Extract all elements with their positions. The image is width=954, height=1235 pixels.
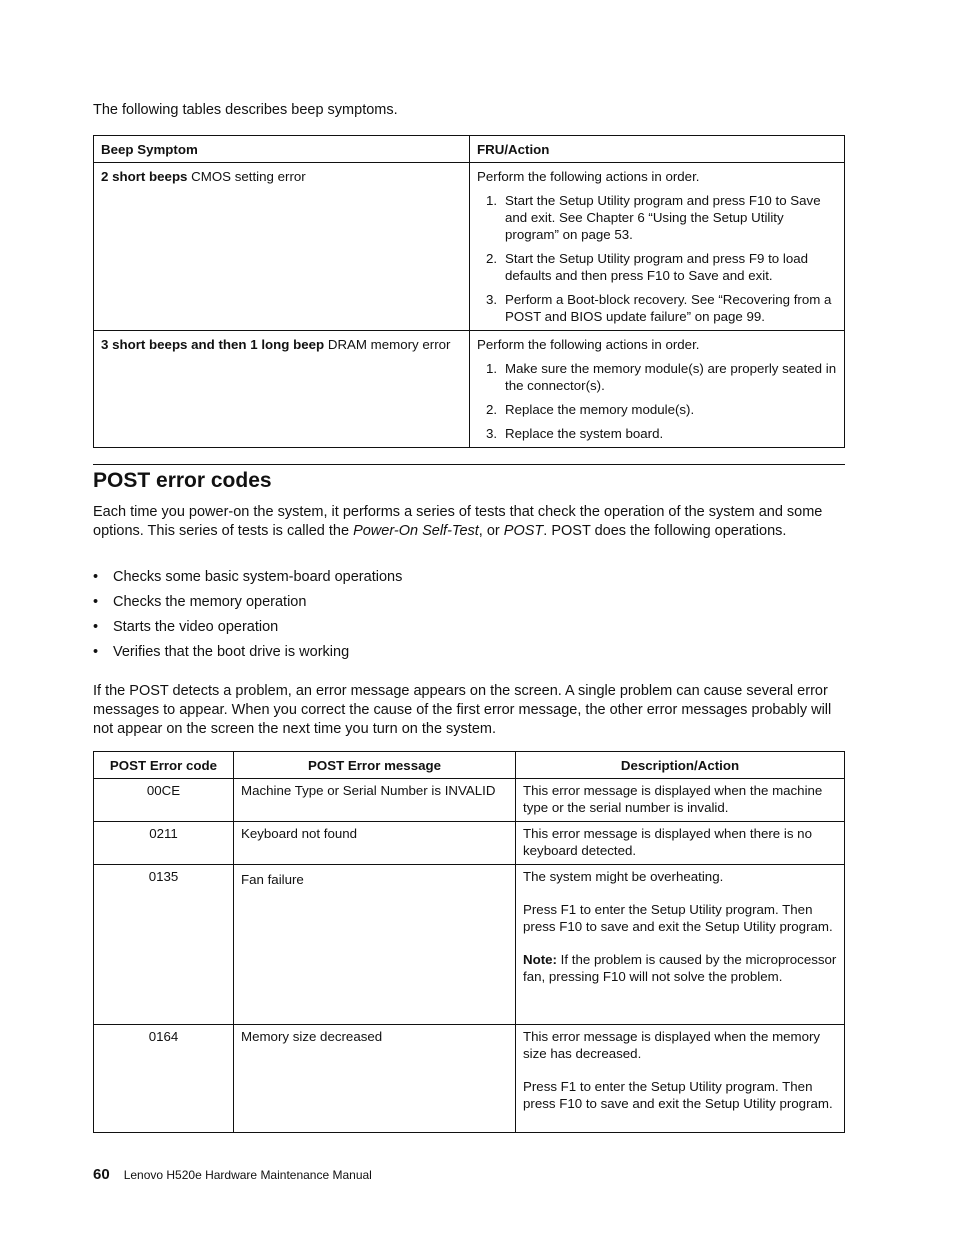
emphasis-text: POST	[503, 523, 544, 539]
list-item: 3. Perform a Boot-block recovery. See “Recovering from a POST and BIOS update failure” on page 99.	[486, 292, 832, 324]
description-text: The system might be overheating.	[523, 869, 724, 884]
step-text: Replace the memory module(s).	[505, 402, 695, 417]
note-text: If the problem is caused by the microprocessor fan, pressing F10 will not solve the problem.	[523, 952, 837, 984]
step-text: Start the Setup Utility program and press F10 to Save and exit. See Chapter 6 “Using the Setup Utility program” on page 53.	[505, 193, 821, 242]
beep-symptom-cell	[94, 331, 470, 448]
paragraph-text: . POST does the following operations.	[543, 523, 787, 539]
description-text: This error message is displayed when the machine type or the serial number is invalid.	[523, 783, 823, 815]
fru-action-cell	[470, 331, 845, 448]
column-header: POST Error message	[234, 752, 516, 779]
error-message-cell: Memory size decreased	[234, 1025, 516, 1133]
list-item	[93, 643, 402, 668]
error-message-cell: Keyboard not found	[234, 822, 516, 865]
column-header: Description/Action	[516, 752, 845, 779]
table-row	[94, 1025, 845, 1133]
action-steps	[477, 192, 837, 325]
beep-symptom-cell	[94, 163, 470, 331]
bullet-text: Starts the video operation	[113, 619, 279, 635]
list-item: 3. Replace the system board.	[486, 426, 664, 441]
table-row	[94, 163, 845, 331]
bullet-icon: •	[93, 644, 99, 660]
symptom-bold: 3 short beeps and then 1 long beep	[101, 337, 325, 352]
section-title: POST error codes	[93, 469, 272, 492]
error-message-cell	[234, 865, 516, 1025]
bullet-text: Checks some basic system-board operations	[113, 569, 403, 585]
post-error-table	[93, 751, 845, 1133]
description-cell	[516, 779, 845, 822]
description-text: This error message is displayed when the memory size has decreased.	[523, 1029, 821, 1061]
description-text: This error message is displayed when there is no keyboard detected.	[523, 826, 812, 858]
table-header-row	[94, 136, 845, 163]
column-header: FRU/Action	[470, 136, 845, 163]
emphasis-text: Power-On Self-Test	[353, 523, 479, 539]
list-item	[93, 593, 402, 618]
action-lead: Perform the following actions in order.	[477, 169, 700, 184]
error-code-cell: 00CE	[94, 779, 234, 822]
step-text: Start the Setup Utility program and press F9 to load defaults and then press F10 to Save and exit.	[505, 251, 809, 283]
table-row	[94, 331, 845, 448]
list-item	[93, 618, 402, 643]
list-item: 2. Start the Setup Utility program and press F9 to load defaults and then press F10 to Save and exit.	[486, 251, 809, 283]
symptom-bold: 2 short beeps	[101, 169, 188, 184]
table-row	[94, 779, 845, 822]
action-lead: Perform the following actions in order.	[477, 337, 700, 352]
bullet-icon: •	[93, 619, 99, 635]
description-cell	[516, 865, 845, 1025]
post-operations-list	[93, 568, 402, 668]
column-header: POST Error code	[94, 752, 234, 779]
step-text: Make sure the memory module(s) are properly seated in the connector(s).	[505, 361, 837, 393]
column-header: Beep Symptom	[94, 136, 470, 163]
error-message-text: Fan failure	[241, 872, 304, 887]
section-divider	[93, 464, 845, 465]
list-item	[93, 568, 402, 593]
description-text: Press F1 to enter the Setup Utility program. Then press F10 to save and exit the Setup Utility program.	[523, 1079, 833, 1111]
list-item: 1. Start the Setup Utility program and press F10 to Save and exit. See Chapter 6 “Using the Setup Utility program” on page 53.	[486, 193, 821, 242]
paragraph-text: Each time you power-on the system, it performs a series of tests that check the operation of the system and some options. This series of tests is called the	[93, 504, 823, 539]
beep-symptom-table	[93, 135, 845, 448]
bullet-text: Checks the memory operation	[113, 594, 307, 610]
fru-action-cell	[470, 163, 845, 331]
page-number: 60	[93, 1166, 110, 1183]
table-row	[94, 822, 845, 865]
bullet-text: Verifies that the boot drive is working	[113, 644, 350, 660]
list-item: 2. Replace the memory module(s).	[486, 402, 695, 417]
error-code-cell: 0164	[94, 1025, 234, 1133]
description-cell	[516, 1025, 845, 1133]
manual-title: Lenovo H520e Hardware Maintenance Manual	[123, 1168, 372, 1182]
bullet-icon: •	[93, 594, 99, 610]
intro-paragraph	[93, 503, 845, 541]
description-text: Press F1 to enter the Setup Utility program. Then press F10 to save and exit the Setup Utility program.	[523, 902, 833, 934]
table-header-row	[94, 752, 845, 779]
error-paragraph: If the POST detects a problem, an error message appears on the screen. A single problem can cause several error messages to appear. When you correct the cause of the first error message, the other error messages probably will not appear on the screen the next time you turn on the system.	[93, 683, 832, 737]
page-footer	[93, 1166, 372, 1183]
intro-text: The following tables describes beep symptoms.	[93, 102, 398, 118]
symptom-text: DRAM memory error	[324, 337, 451, 352]
table-row	[94, 865, 845, 1025]
list-item: 1. Make sure the memory module(s) are properly seated in the connector(s).	[486, 361, 837, 393]
error-code-cell: 0135	[94, 865, 234, 1025]
bullet-icon: •	[93, 569, 99, 585]
action-steps	[477, 360, 837, 442]
note-label: Note:	[523, 952, 557, 967]
note-paragraph	[523, 951, 837, 985]
symptom-text: CMOS setting error	[187, 169, 306, 184]
step-text: Perform a Boot-block recovery. See “Recovering from a POST and BIOS update failure” on page 99.	[505, 292, 832, 324]
error-message-cell: Machine Type or Serial Number is INVALID	[234, 779, 516, 822]
paragraph-text: , or	[478, 523, 504, 539]
step-text: Replace the system board.	[505, 426, 664, 441]
error-code-cell: 0211	[94, 822, 234, 865]
description-cell	[516, 822, 845, 865]
